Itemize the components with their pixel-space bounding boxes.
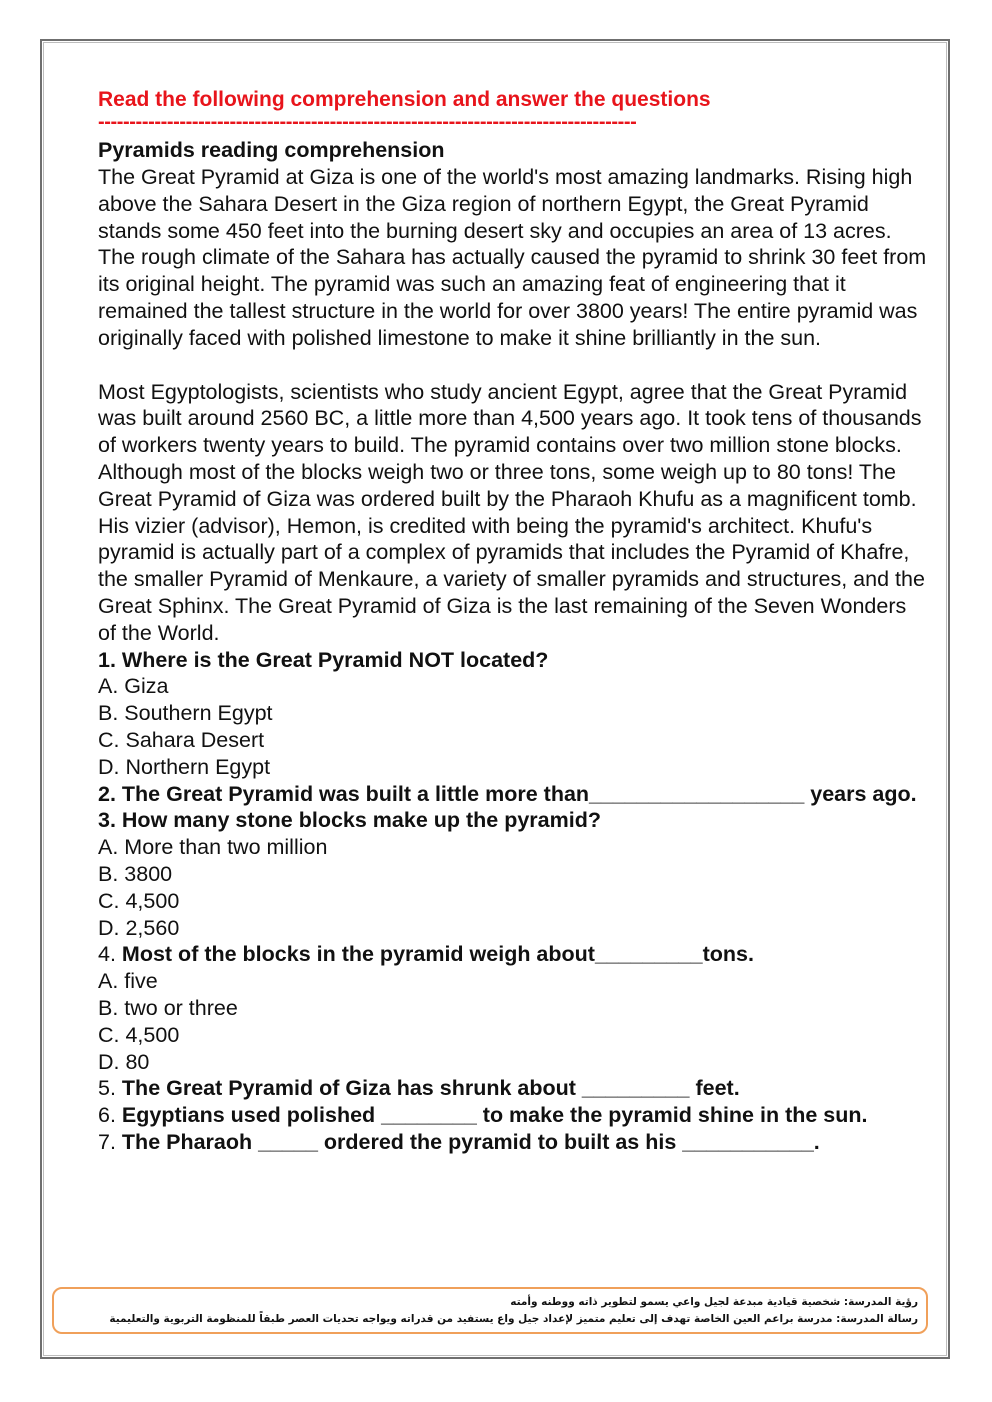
- worksheet-content: [98, 86, 928, 1156]
- passage-paragraph-1: The Great Pyramid at Giza is one of the world's most amazing landmarks. Rising high above the Sahara Desert in the Giza region of northern Egypt, the Great Pyramid stands some 450 feet into the burning desert sky and occupies an area of 13 acres. The rough climate of the Sahara has actually caused the pyramid to shrink 30 feet from its original height. The pyramid was such an amazing feat of engineering that it remained the tallest structure in the world for over 3800 years! The entire pyramid was originally faced with polished limestone to make it shine brilliantly in the sun.: [98, 165, 927, 350]
- school-footer-box: [52, 1287, 928, 1334]
- question-4-text: Most of the blocks in the pyramid weigh about_________tons.: [121, 942, 754, 967]
- question-1-option-d[interactable]: D. Northern Egypt: [98, 754, 271, 779]
- question-1-option-b[interactable]: B. Southern Egypt: [98, 701, 273, 726]
- question-7-text: The Pharaoh _____ ordered the pyramid to built as his ___________.: [121, 1129, 820, 1154]
- question-5-number: 5.: [98, 1076, 116, 1101]
- question-1: 1. Where is the Great Pyramid NOT located?: [98, 647, 549, 672]
- passage-paragraph-2: Most Egyptologists, scientists who study ancient Egypt, agree that the Great Pyramid was built around 2560 BC, a little more than 4,500 years ago. It took tens of thousands of workers twenty years to build. The pyramid contains over two million stone blocks. Although most of the blocks weigh two or three tons, some weigh up to 80 tons! The Great Pyramid of Giza was ordered built by the Pharaoh Khufu as a magnificent tomb. His vizier (advisor), Hemon, is credited with being the pyramid's architect. Khufu's pyramid is actually part of a complex of pyramids that includes the Pyramid of Khafre, the smaller Pyramid of Menkaure, a variety of smaller pyramids and structures, and the Great Sphinx. The Great Pyramid of Giza is the last remaining of the Seven Wonders of the World.: [98, 379, 925, 645]
- question-7-number: 7.: [98, 1129, 116, 1154]
- question-3-option-c[interactable]: C. 4,500: [98, 888, 180, 913]
- question-2: 2. The Great Pyramid was built a little more than__________________ years ago.: [98, 781, 917, 806]
- question-3-option-d[interactable]: D. 2,560: [98, 915, 180, 940]
- question-6-number: 6.: [98, 1103, 116, 1128]
- paragraph-gap: [98, 352, 928, 379]
- question-6: [98, 1102, 928, 1129]
- instruction-heading: Read the following comprehension and answer the questions: [98, 88, 711, 111]
- passage-title: Pyramids reading comprehension: [98, 138, 445, 162]
- question-4-number: 4.: [98, 942, 116, 967]
- question-4: [98, 941, 928, 968]
- question-4-option-d[interactable]: D. 80: [98, 1049, 150, 1074]
- school-vision-text: رؤية المدرسة: شخصية قيادية مبدعة لجيل واعي يسمو لتطوير ذاته ووطنه وأمته: [510, 1296, 918, 1308]
- question-1-option-a[interactable]: A. Giza: [98, 674, 169, 699]
- separator-line: --------------------------------------------------------------------------------------: [98, 113, 637, 133]
- question-5: [98, 1075, 928, 1102]
- question-4-option-a[interactable]: A. five: [98, 969, 158, 994]
- question-3: 3. How many stone blocks make up the pyramid?: [98, 808, 601, 833]
- question-3-option-a[interactable]: A. More than two million: [98, 835, 328, 860]
- question-1-option-c[interactable]: C. Sahara Desert: [98, 727, 265, 752]
- question-3-option-b[interactable]: B. 3800: [98, 861, 173, 886]
- school-mission-text: رسالة المدرسة: مدرسة براعم العين الخاصة تهدف إلى تعليم متميز لإعداد جيل واع يستفيد من قدراته ويواجه تحديات العصر طبقاً للمنظومة التربوية والتعليمية: [109, 1313, 918, 1325]
- question-4-option-b[interactable]: B. two or three: [98, 995, 238, 1020]
- question-4-option-c[interactable]: C. 4,500: [98, 1022, 180, 1047]
- question-5-text: The Great Pyramid of Giza has shrunk about _________ feet.: [121, 1076, 740, 1101]
- question-7: [98, 1129, 928, 1156]
- question-6-text: Egyptians used polished ________ to make the pyramid shine in the sun.: [121, 1103, 868, 1128]
